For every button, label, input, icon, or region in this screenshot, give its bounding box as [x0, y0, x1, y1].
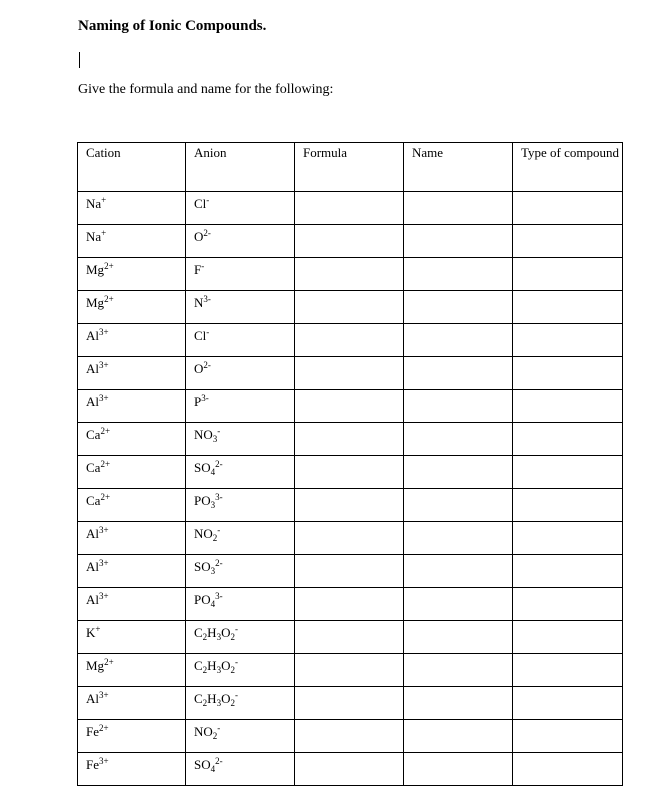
- anion-cell: [186, 258, 295, 291]
- anion-cell: [186, 192, 295, 225]
- type-cell[interactable]: [513, 489, 623, 522]
- header-cation: Cation: [78, 143, 186, 192]
- type-cell[interactable]: [513, 588, 623, 621]
- type-cell[interactable]: [513, 687, 623, 720]
- anion-cell: [186, 720, 295, 753]
- type-cell[interactable]: [513, 753, 623, 786]
- ion-subscript: 4: [210, 467, 216, 477]
- ion-subscript: 3: [210, 566, 216, 576]
- formula-cell[interactable]: [295, 720, 404, 753]
- header-name: Name: [404, 143, 513, 192]
- ion-charge: 3+: [99, 558, 109, 568]
- anion-cell: [186, 522, 295, 555]
- ion-symbol: O: [221, 625, 231, 640]
- anion-cell: [186, 225, 295, 258]
- ion-symbol: Al: [86, 361, 99, 376]
- ion-symbol: Al: [86, 526, 99, 541]
- ion-subscript: 3: [216, 698, 222, 708]
- table-row: [78, 522, 623, 555]
- ion-symbol: C: [194, 691, 203, 706]
- ion-charge: 2+: [104, 657, 114, 667]
- type-cell[interactable]: [513, 522, 623, 555]
- ion-charge: 3+: [99, 591, 109, 601]
- type-cell[interactable]: [513, 654, 623, 687]
- table-row: [78, 720, 623, 753]
- ion-symbol: Na: [86, 229, 102, 244]
- name-cell[interactable]: [404, 456, 513, 489]
- name-cell[interactable]: [404, 588, 513, 621]
- name-cell[interactable]: [404, 390, 513, 423]
- ion-charge: 3+: [99, 690, 109, 700]
- table-row: [78, 687, 623, 720]
- ion-subscript: 3: [216, 632, 222, 642]
- cation-cell: [78, 423, 186, 456]
- ion-subscript: 2: [202, 665, 208, 675]
- ion-charge: -: [234, 690, 238, 700]
- formula-cell[interactable]: [295, 258, 404, 291]
- formula-cell[interactable]: [295, 588, 404, 621]
- anion-cell: [186, 456, 295, 489]
- ion-charge: 2+: [104, 294, 114, 304]
- table-row: [78, 390, 623, 423]
- table-row: [78, 357, 623, 390]
- table-row: [78, 588, 623, 621]
- header-anion: Anion: [186, 143, 295, 192]
- ion-symbol: SO: [194, 460, 211, 475]
- ion-charge: 2+: [100, 492, 111, 502]
- header-type: Type of compound: [513, 143, 623, 192]
- formula-cell[interactable]: [295, 555, 404, 588]
- type-cell[interactable]: [513, 192, 623, 225]
- ion-subscript: 3: [210, 500, 216, 510]
- cation-cell: [78, 654, 186, 687]
- ion-symbol: Mg: [86, 295, 105, 310]
- ion-subscript: 3: [212, 434, 218, 444]
- table-row: [78, 489, 623, 522]
- ion-subscript: 4: [210, 764, 216, 774]
- ion-charge: 2+: [100, 426, 111, 436]
- ion-symbol: Al: [86, 592, 99, 607]
- name-cell[interactable]: [404, 522, 513, 555]
- name-cell[interactable]: [404, 753, 513, 786]
- ion-symbol: H: [207, 625, 217, 640]
- ion-charge: -: [217, 426, 221, 436]
- ion-charge: 3+: [99, 756, 109, 766]
- formula-cell[interactable]: [295, 753, 404, 786]
- cation-cell: [78, 357, 186, 390]
- ion-charge: 2+: [104, 261, 114, 271]
- table-row: [78, 621, 623, 654]
- ion-symbol: O: [194, 361, 204, 376]
- formula-cell[interactable]: [295, 687, 404, 720]
- ion-charge: 2-: [203, 360, 211, 370]
- ion-charge: 3+: [99, 327, 109, 337]
- ion-symbol: SO: [194, 559, 211, 574]
- type-cell[interactable]: [513, 357, 623, 390]
- ion-charge: -: [206, 195, 210, 205]
- cation-cell: [78, 687, 186, 720]
- ion-charge: 3+: [99, 360, 109, 370]
- cation-cell: [78, 621, 186, 654]
- ion-symbol: Al: [86, 559, 99, 574]
- ion-symbol: Mg: [86, 262, 105, 277]
- ion-subscript: 4: [210, 599, 216, 609]
- type-cell[interactable]: [513, 720, 623, 753]
- table-row: [78, 753, 623, 786]
- ion-symbol: NO: [194, 724, 213, 739]
- formula-cell[interactable]: [295, 390, 404, 423]
- ion-symbol: Fe: [86, 757, 99, 772]
- name-cell[interactable]: [404, 621, 513, 654]
- cation-cell: [78, 291, 186, 324]
- ion-symbol: NO: [194, 526, 213, 541]
- formula-cell[interactable]: [295, 291, 404, 324]
- table-row: [78, 456, 623, 489]
- ion-symbol: N: [194, 295, 204, 310]
- header-formula: Formula: [295, 143, 404, 192]
- table-row: [78, 291, 623, 324]
- cation-cell: [78, 555, 186, 588]
- ionic-compounds-table: [77, 142, 623, 786]
- cation-cell: [78, 522, 186, 555]
- type-cell[interactable]: [513, 258, 623, 291]
- ion-symbol: O: [194, 229, 204, 244]
- ion-symbol: F: [194, 262, 202, 277]
- ion-symbol: PO: [194, 592, 211, 607]
- ion-charge: -: [217, 723, 221, 733]
- formula-cell[interactable]: [295, 423, 404, 456]
- ion-symbol: K: [86, 625, 96, 640]
- anion-cell: [186, 687, 295, 720]
- type-cell[interactable]: [513, 555, 623, 588]
- anion-cell: [186, 423, 295, 456]
- ion-symbol: H: [207, 691, 217, 706]
- anion-cell: [186, 654, 295, 687]
- cation-cell: [78, 258, 186, 291]
- ion-symbol: Al: [86, 394, 99, 409]
- ion-charge: -: [234, 657, 238, 667]
- ion-subscript: 2: [202, 632, 208, 642]
- ion-symbol: C: [194, 658, 203, 673]
- ion-symbol: Ca: [86, 460, 101, 475]
- ion-symbol: O: [221, 691, 231, 706]
- ion-symbol: H: [207, 658, 217, 673]
- table-row: [78, 192, 623, 225]
- cation-cell: [78, 192, 186, 225]
- name-cell[interactable]: [404, 489, 513, 522]
- cation-cell: [78, 588, 186, 621]
- formula-cell[interactable]: [295, 621, 404, 654]
- ion-charge: +: [95, 624, 101, 634]
- cation-cell: [78, 225, 186, 258]
- type-cell[interactable]: [513, 324, 623, 357]
- ion-symbol: P: [194, 394, 202, 409]
- ion-symbol: C: [194, 625, 203, 640]
- name-cell[interactable]: [404, 720, 513, 753]
- ion-charge: 2-: [215, 756, 223, 766]
- name-cell[interactable]: [404, 225, 513, 258]
- type-cell[interactable]: [513, 456, 623, 489]
- cation-cell: [78, 456, 186, 489]
- ion-charge: 3-: [215, 591, 223, 601]
- ion-charge: 3+: [99, 525, 109, 535]
- ion-charge: -: [206, 327, 210, 337]
- formula-cell[interactable]: [295, 654, 404, 687]
- ion-symbol: Cl: [194, 328, 207, 343]
- ion-subscript: 2: [202, 698, 208, 708]
- ion-charge: -: [234, 624, 238, 634]
- ion-charge: +: [101, 195, 107, 205]
- anion-cell: [186, 555, 295, 588]
- ion-charge: 3+: [99, 393, 109, 403]
- ion-symbol: PO: [194, 493, 211, 508]
- ion-charge: +: [101, 228, 107, 238]
- ion-symbol: Cl: [194, 196, 207, 211]
- ion-symbol: Ca: [86, 493, 101, 508]
- type-cell[interactable]: [513, 423, 623, 456]
- anion-cell: [186, 621, 295, 654]
- header-row: [78, 143, 623, 192]
- table-row: [78, 225, 623, 258]
- anion-cell: [186, 291, 295, 324]
- ion-symbol: SO: [194, 757, 211, 772]
- formula-cell[interactable]: [295, 522, 404, 555]
- type-cell[interactable]: [513, 225, 623, 258]
- ion-symbol: Na: [86, 196, 102, 211]
- name-cell[interactable]: [404, 423, 513, 456]
- table-row: [78, 324, 623, 357]
- ion-charge: 3-: [201, 393, 209, 403]
- ion-charge: -: [217, 525, 221, 535]
- ion-charge: 3-: [215, 492, 223, 502]
- ion-symbol: Ca: [86, 427, 101, 442]
- ion-symbol: Fe: [86, 724, 99, 739]
- type-cell[interactable]: [513, 291, 623, 324]
- formula-cell[interactable]: [295, 192, 404, 225]
- anion-cell: [186, 390, 295, 423]
- cation-cell: [78, 753, 186, 786]
- ion-subscript: 2: [230, 632, 235, 642]
- ion-symbol: NO: [194, 427, 213, 442]
- ion-charge: -: [201, 261, 205, 271]
- name-cell[interactable]: [404, 687, 513, 720]
- ion-subscript: 3: [216, 665, 222, 675]
- name-cell[interactable]: [404, 324, 513, 357]
- ion-charge: 2-: [203, 228, 211, 238]
- ion-subscript: 2: [230, 665, 235, 675]
- text-cursor: [79, 52, 80, 68]
- anion-cell: [186, 588, 295, 621]
- formula-cell[interactable]: [295, 357, 404, 390]
- document-title: Naming of Ionic Compounds.: [78, 18, 267, 34]
- type-cell[interactable]: [513, 390, 623, 423]
- name-cell[interactable]: [404, 555, 513, 588]
- formula-cell[interactable]: [295, 225, 404, 258]
- ion-subscript: 2: [212, 533, 218, 543]
- anion-cell: [186, 357, 295, 390]
- type-cell[interactable]: [513, 621, 623, 654]
- ion-charge: 3-: [203, 294, 211, 304]
- cation-cell: [78, 390, 186, 423]
- cation-cell: [78, 720, 186, 753]
- ion-charge: 2+: [100, 459, 111, 469]
- name-cell[interactable]: [404, 357, 513, 390]
- formula-cell[interactable]: [295, 324, 404, 357]
- ion-symbol: Mg: [86, 658, 105, 673]
- anion-cell: [186, 324, 295, 357]
- cation-cell: [78, 324, 186, 357]
- name-cell[interactable]: [404, 258, 513, 291]
- table-row: [78, 258, 623, 291]
- formula-cell[interactable]: [295, 456, 404, 489]
- anion-cell: [186, 753, 295, 786]
- ion-symbol: O: [221, 658, 231, 673]
- ion-charge: 2+: [99, 723, 109, 733]
- anion-cell: [186, 489, 295, 522]
- name-cell[interactable]: [404, 291, 513, 324]
- ion-subscript: 2: [212, 731, 218, 741]
- ion-charge: 2-: [215, 558, 223, 568]
- name-cell[interactable]: [404, 654, 513, 687]
- ion-subscript: 2: [230, 698, 235, 708]
- ion-charge: 2-: [215, 459, 223, 469]
- table-row: [78, 555, 623, 588]
- ion-symbol: Al: [86, 328, 99, 343]
- table-row: [78, 423, 623, 456]
- table-row: [78, 654, 623, 687]
- formula-cell[interactable]: [295, 489, 404, 522]
- cation-cell: [78, 489, 186, 522]
- instructions: Give the formula and name for the following:: [78, 82, 334, 97]
- ion-symbol: Al: [86, 691, 99, 706]
- name-cell[interactable]: [404, 192, 513, 225]
